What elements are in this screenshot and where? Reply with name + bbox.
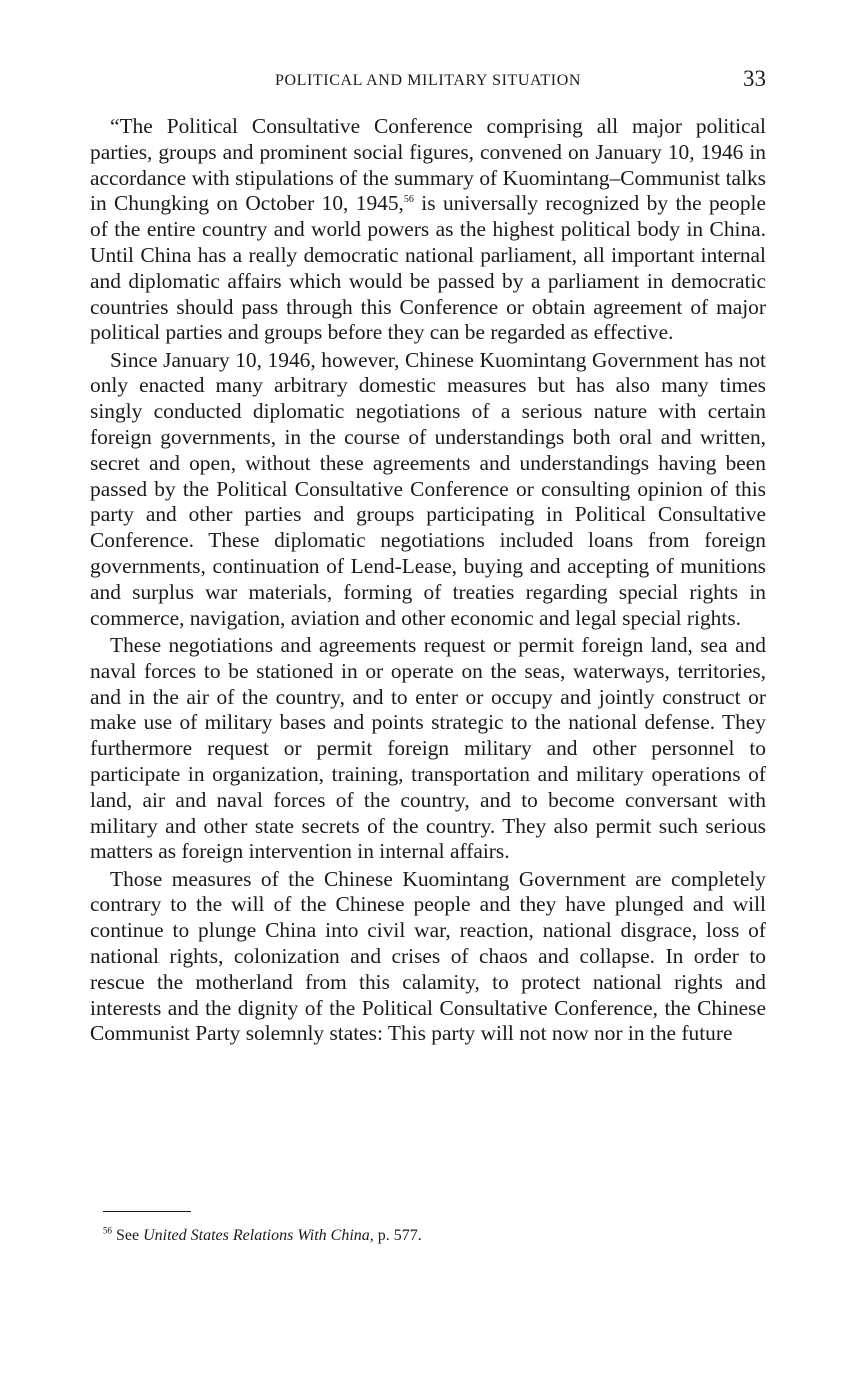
paragraph-text: is universally recognized by the people of the entire country and world powers as the highest political body in China. Until China has a really democratic national parliament, all important internal and diplomatic affairs which would be passed by a parliament in democratic countries should pass through this Conference or obtain agreement of major political parties and groups before they can be regarded as effective. [90,191,766,345]
footnote-divider [103,1211,191,1212]
body-text [90,114,766,1049]
footnote [103,1226,763,1246]
paragraph: These negotiations and agreements request or permit foreign land, sea and naval forces to be stationed in or operate on the seas, waterways, territories, and in the air of the country, and to enter or occupy and jointly construct or make use of military bases and points strategic to the national defense. They furthermore request or permit foreign military and other personnel to participate in organization, training, transportation and military operations of land, air and naval forces of the country, and to become conversant with military and other state secrets of the country. They also permit such serious matters as foreign intervention in internal affairs. [90,632,766,864]
paragraph [90,114,766,346]
paragraph: Those measures of the Chinese Kuomintang Government are completely contrary to the will of the Chinese people and they have plunged and will continue to plunge China into civil war, reaction, national disgrace, loss of national rights, colonization and crises of chaos and collapse. In order to rescue the motherland from this calamity, to protect national rights and interests and the dignity of the Political Consultative Conference, the Chinese Communist Party solemnly states: This party will not now nor in the future [90,866,766,1046]
page-number: 33 [743,66,766,91]
footnote-prefix: See [112,1227,144,1244]
footnote-mark: 56 [103,1225,112,1236]
running-header-title: POLITICAL AND MILITARY SITUATION [274,72,582,89]
footnote-reference: 56 [403,194,414,206]
paragraph: Since January 10, 1946, however, Chinese Kuomintang Government has not only enacted many arbitrary domestic measures but has also many times singly conducted diplomatic negotiations of a serious nature with certain foreign governments, in the course of understandings both oral and written, secret and open, without these agreements and understandings having been passed by the Political Consultative Conference or consulting opinion of this party and other parties and groups participating in Political Consultative Conference. These diplomatic negotiations included loans from foreign governments, continuation of Lend-Lease, buying and accepting of munitions and surplus war materials, forming of treaties regarding special rights in commerce, navigation, aviation and other economic and legal special rights. [90,347,766,630]
paragraph-text: “The Political Consultative Conference comprising all major political parties, groups and prominent social figures, convened on January 10, 1946 in accordance with stipulations of the summary of Kuomintang–Communist talks in Chungking on October 10, 1945, [90,114,766,216]
footnote-suffix: p. 577. [373,1227,422,1244]
running-header [90,66,766,98]
footnote-cited-title: United States Relations With China, [143,1227,374,1244]
